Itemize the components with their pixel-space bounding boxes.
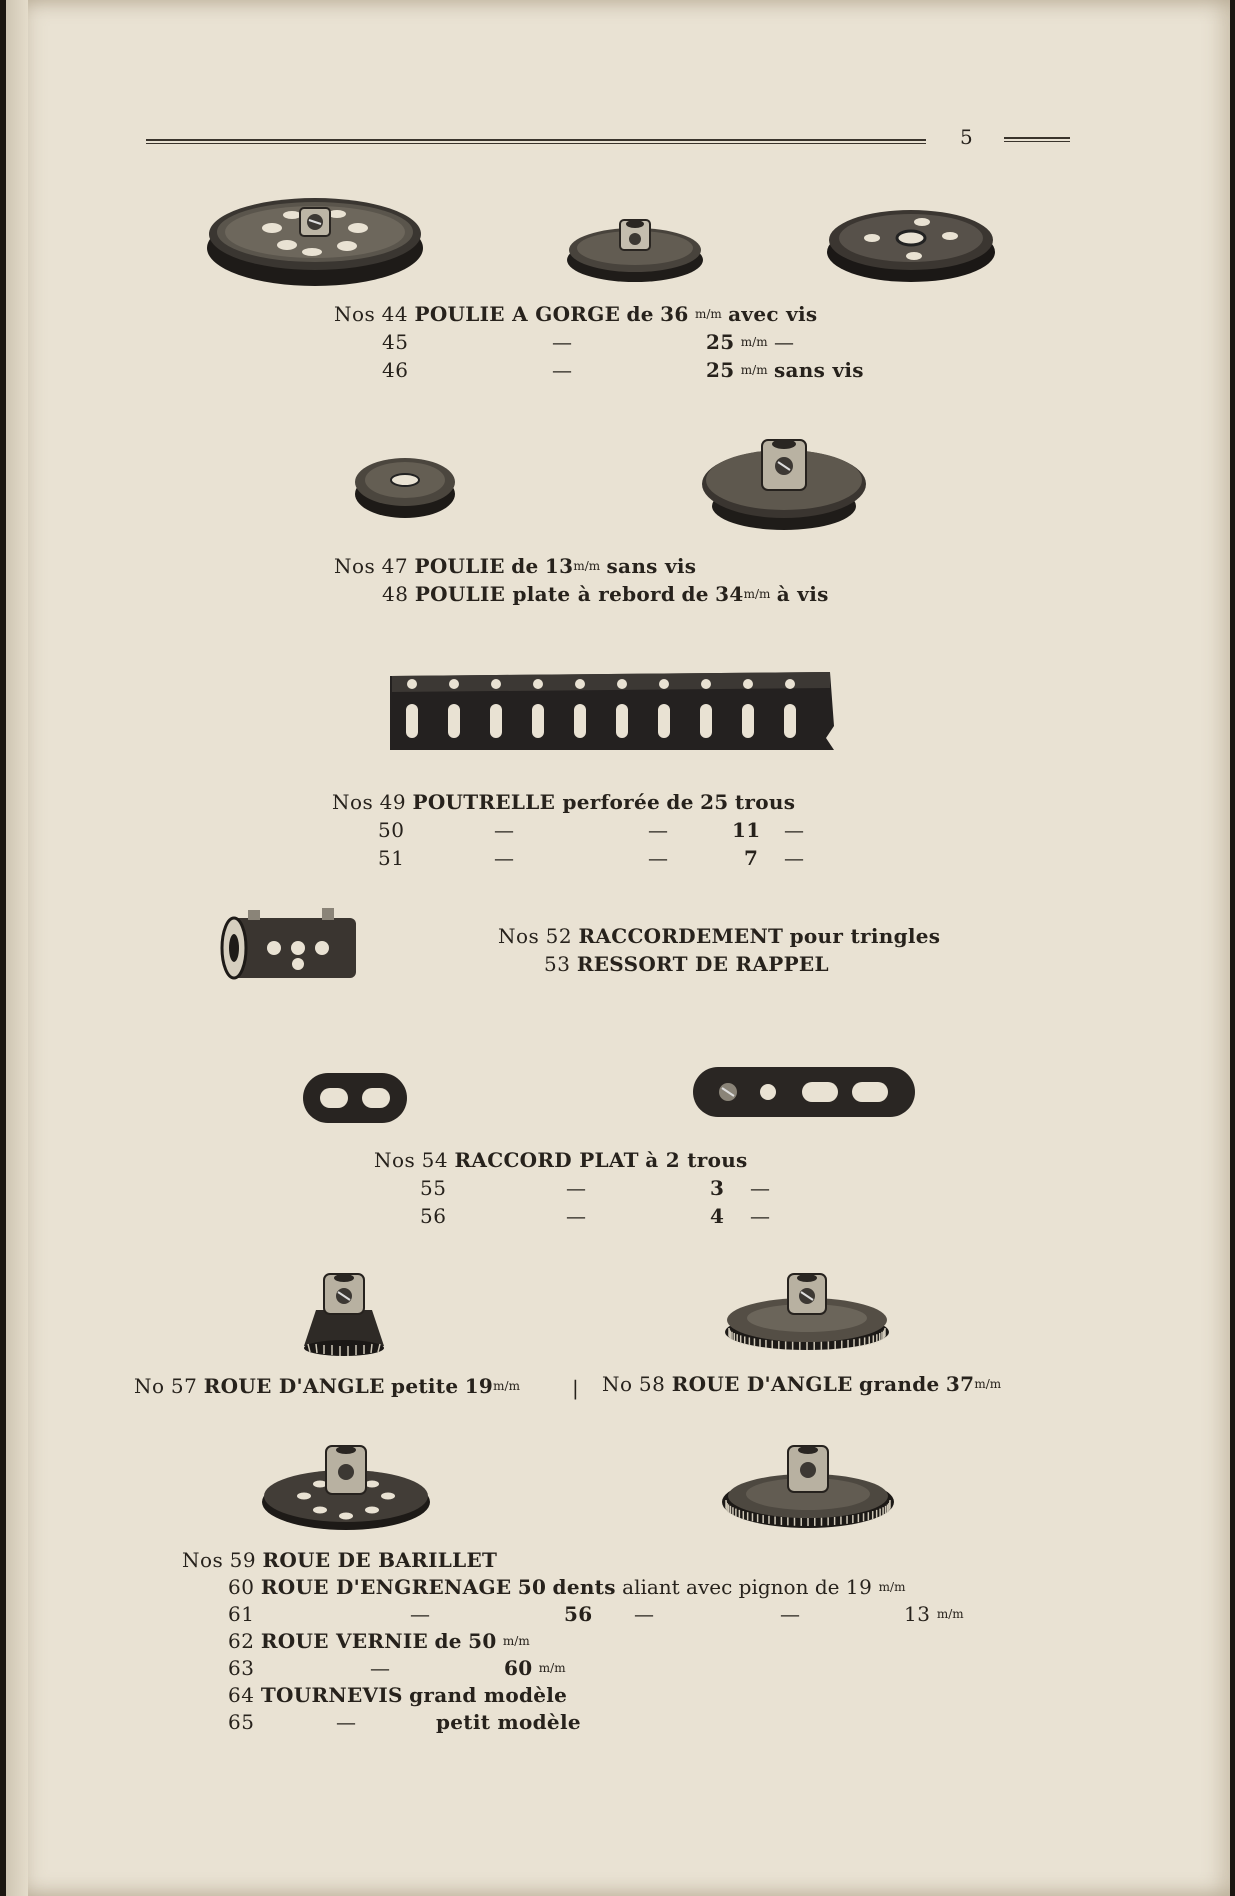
item-46-dash: —: [552, 358, 572, 382]
item-60: 60 ROUE D'ENGRENAGE 50 dents aliant avec pignon de 19 m/m: [228, 1575, 906, 1599]
item-53: 53 RESSORT DE RAPPEL: [544, 952, 829, 976]
pulley-44-illustration: [202, 190, 432, 290]
item-56-num: 56: [420, 1204, 447, 1228]
item-51-dash1: —: [494, 846, 514, 870]
item-59: Nos 59 ROUE DE BARILLET: [182, 1548, 498, 1572]
flat-connector-56-illustration: [690, 1064, 918, 1120]
item-52: Nos 52 RACCORDEMENT pour tringles: [498, 924, 941, 948]
item-45-size: 25 m/m —: [706, 330, 794, 354]
item-48: 48 POULIE plate à rebord de 34m/m à vis: [382, 582, 829, 606]
item-54: Nos 54 RACCORD PLAT à 2 trous: [374, 1148, 748, 1172]
item-51-suffix: —: [784, 846, 804, 870]
item-57: No 57 ROUE D'ANGLE petite 19m/m: [134, 1374, 520, 1398]
item-65-suffix: petit modèle: [436, 1710, 581, 1734]
item-62: 62 ROUE VERNIE de 50 m/m: [228, 1629, 530, 1653]
item-61-size: 56: [564, 1602, 593, 1626]
item-50-dash2: —: [648, 818, 668, 842]
item-61-dash1: —: [410, 1602, 430, 1626]
bevel-gear-57-illustration: [294, 1270, 394, 1360]
item-61-dash3: —: [780, 1602, 800, 1626]
pulley-47-illustration: [352, 450, 458, 522]
item-50-suffix: —: [784, 818, 804, 842]
item-45-dash: —: [552, 330, 572, 354]
item-63-num: 63: [228, 1656, 255, 1680]
item-55-size: 3: [710, 1176, 725, 1200]
item-61-dash2: —: [634, 1602, 654, 1626]
flat-connector-54-illustration: [300, 1070, 410, 1126]
item-63-size: 60 m/m: [504, 1656, 566, 1680]
item-47: Nos 47 POULIE de 13m/m sans vis: [334, 554, 697, 578]
page-binding: [6, 0, 28, 1896]
item-50-dash1: —: [494, 818, 514, 842]
item-55-suffix: —: [750, 1176, 770, 1200]
item-50-size: 11: [732, 818, 761, 842]
barrel-wheel-59-illustration: [260, 1440, 432, 1534]
item-65-num: 65: [228, 1710, 255, 1734]
item-55-dash: —: [566, 1176, 586, 1200]
item-58: No 58 ROUE D'ANGLE grande 37m/m: [602, 1372, 1002, 1396]
header-rule-right: [1004, 137, 1070, 142]
item-61-size2: 13 m/m: [904, 1602, 964, 1626]
item-46-size: 25 m/m sans vis: [706, 358, 864, 382]
item-51-num: 51: [378, 846, 405, 870]
gear-wheel-60-illustration: [720, 1440, 896, 1532]
item-44: Nos 44 POULIE A GORGE de 36 m/m avec vis: [334, 302, 818, 326]
pulley-46-illustration: [822, 196, 1000, 288]
header-rule-left: [146, 139, 926, 144]
item-45-num: 45: [382, 330, 409, 354]
page-number: 5: [960, 125, 974, 149]
item-55-num: 55: [420, 1176, 447, 1200]
item-63-dash: —: [370, 1656, 390, 1680]
item-separator: |: [572, 1376, 579, 1400]
pulley-48-illustration: [700, 432, 868, 534]
item-51-size: 7: [744, 846, 759, 870]
item-61-num: 61: [228, 1602, 255, 1626]
coupling-52-illustration: [214, 900, 364, 984]
pulley-45-illustration: [562, 210, 708, 286]
bevel-gear-58-illustration: [722, 1268, 892, 1352]
item-65-dash: —: [336, 1710, 356, 1734]
catalog-page: [6, 0, 1230, 1896]
item-51-dash2: —: [648, 846, 668, 870]
item-46-num: 46: [382, 358, 409, 382]
item-64: 64 TOURNEVIS grand modèle: [228, 1683, 568, 1707]
item-56-size: 4: [710, 1204, 725, 1228]
girder-49-illustration: [386, 666, 836, 756]
item-56-suffix: —: [750, 1204, 770, 1228]
item-50-num: 50: [378, 818, 405, 842]
item-56-dash: —: [566, 1204, 586, 1228]
item-49: Nos 49 POUTRELLE perforée de 25 trous: [332, 790, 796, 814]
